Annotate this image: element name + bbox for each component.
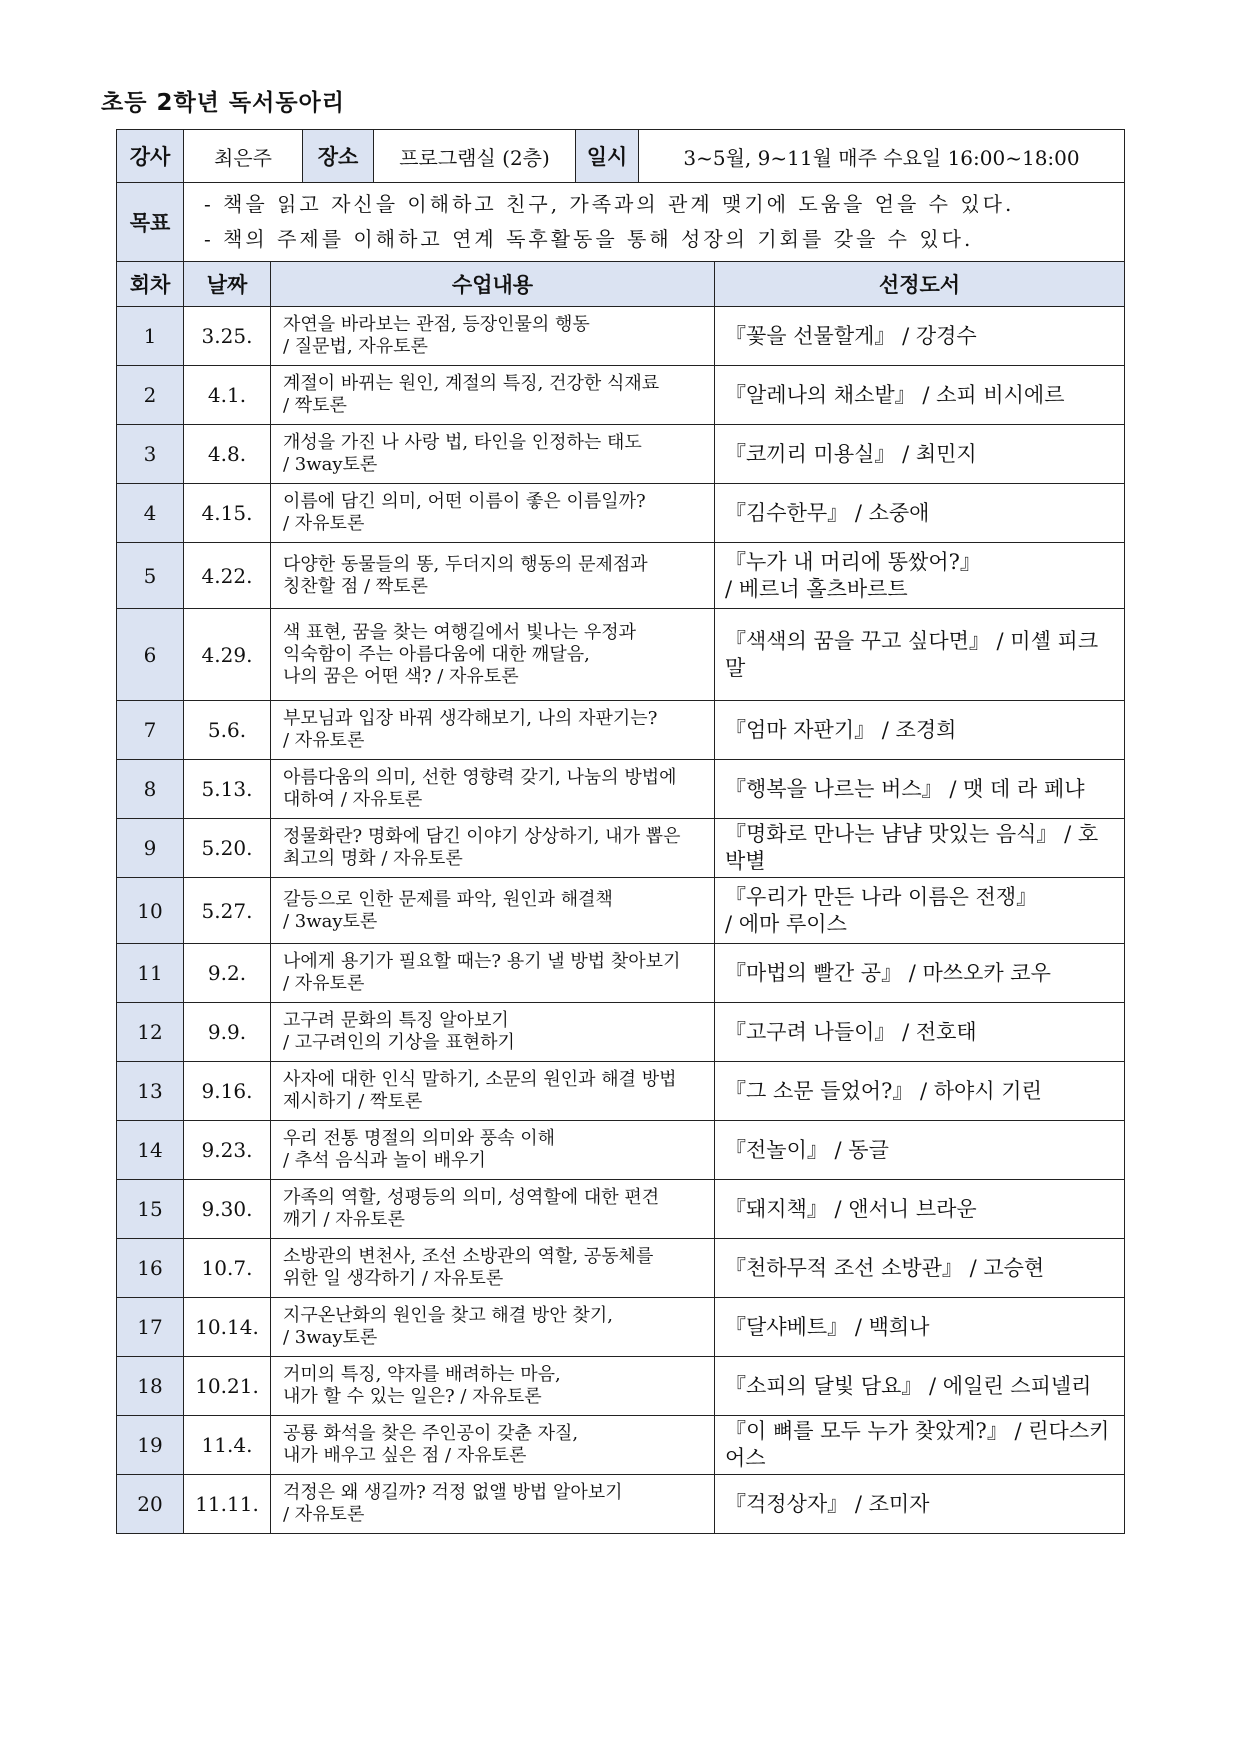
content-line: 아름다움의 의미, 선한 영향력 갖기, 나눔의 방법에 <box>283 767 677 788</box>
session-number: 16 <box>117 1239 184 1298</box>
content-line: 대하여 / 자유토론 <box>283 789 423 810</box>
book-line: 『엄마 자판기』 / 조경희 <box>725 717 957 742</box>
table-row <box>117 366 1125 425</box>
session-number: 4 <box>117 484 184 543</box>
table-row <box>117 307 1125 366</box>
session-number: 5 <box>117 543 184 609</box>
session-date: 4.22. <box>184 543 271 609</box>
session-date: 4.29. <box>184 609 271 701</box>
table-row <box>117 609 1125 701</box>
content-line: 우리 전통 명절의 의미와 풍속 이해 <box>283 1128 556 1149</box>
content-line: 계절이 바뀌는 원인, 계절의 특징, 건강한 식재료 <box>283 373 660 394</box>
content-line: / 짝토론 <box>283 395 347 416</box>
session-date: 3.25. <box>184 307 271 366</box>
selected-book <box>715 878 1125 944</box>
header-content: 수업내용 <box>271 262 715 307</box>
content-line: / 자유토론 <box>283 730 365 751</box>
session-date: 10.14. <box>184 1298 271 1357</box>
table-row <box>117 1062 1125 1121</box>
book-line: 『색색의 꿈을 꾸고 싶다면』 / 미셸 피크말 <box>725 628 1099 680</box>
book-line: 『꽃을 선물할게』 / 강경수 <box>725 323 977 348</box>
session-date: 10.21. <box>184 1357 271 1416</box>
session-date: 5.13. <box>184 760 271 819</box>
content-line: 고구려 문화의 특징 알아보기 <box>283 1010 509 1031</box>
content-line: 나에게 용기가 필요할 때는? 용기 낼 방법 찾아보기 <box>283 951 681 972</box>
content-line: 다양한 동물들의 똥, 두더지의 행동의 문제점과 <box>283 553 648 575</box>
content-line: 위한 일 생각하기 / 자유토론 <box>283 1268 504 1289</box>
session-date: 5.27. <box>184 878 271 944</box>
place-value: 프로그램실 (2층) <box>374 130 576 182</box>
content-line: 색 표현, 꿈을 찾는 여행길에서 빛나는 우정과 <box>283 621 637 643</box>
schedule-table <box>116 129 1125 1534</box>
content-line: 갈등으로 인한 문제를 파악, 원인과 해결책 <box>283 888 613 910</box>
session-number: 15 <box>117 1180 184 1239</box>
session-content <box>271 701 715 760</box>
content-line: / 추석 음식과 놀이 배우기 <box>283 1150 486 1171</box>
goal-label: 목표 <box>117 183 184 262</box>
book-line: 『돼지책』 / 앤서니 브라운 <box>725 1196 977 1221</box>
content-line: / 고구려인의 기상을 표현하기 <box>283 1032 515 1053</box>
content-line: 최고의 명화 / 자유토론 <box>283 848 463 869</box>
session-content <box>271 1298 715 1357</box>
content-line: 내가 할 수 있는 일은? / 자유토론 <box>283 1386 542 1407</box>
table-row <box>117 944 1125 1003</box>
table-row <box>117 1180 1125 1239</box>
content-line: 공룡 화석을 찾은 주인공이 갖춘 자질, <box>283 1423 579 1444</box>
session-date: 4.1. <box>184 366 271 425</box>
session-content <box>271 609 715 701</box>
session-number: 12 <box>117 1003 184 1062</box>
session-date: 9.2. <box>184 944 271 1003</box>
session-number: 17 <box>117 1298 184 1357</box>
selected-book <box>715 609 1125 701</box>
book-line: 『누가 내 머리에 똥쌌어?』 <box>725 549 981 574</box>
content-line: 부모님과 입장 바꿔 생각해보기, 나의 자판기는? <box>283 708 658 729</box>
session-content <box>271 425 715 484</box>
document-title: 초등 2학년 독서동아리 <box>101 90 345 116</box>
content-line: 깨기 / 자유토론 <box>283 1209 405 1230</box>
goal-row <box>117 183 1125 262</box>
content-line: / 자유토론 <box>283 513 365 534</box>
header-book: 선정도서 <box>715 262 1125 307</box>
content-line: 걱정은 왜 생길까? 걱정 없앨 방법 알아보기 <box>283 1482 623 1503</box>
session-content <box>271 1239 715 1298</box>
book-line: 『소피의 달빛 담요』 / 에일린 스피넬리 <box>725 1373 1092 1398</box>
content-line: 자연을 바라보는 관점, 등장인물의 행동 <box>283 314 590 335</box>
table-row <box>117 543 1125 609</box>
goal-line: - 책을 읽고 자신을 이해하고 친구, 가족과의 관계 맺기에 도움을 얻을 수 있다. <box>204 192 1015 216</box>
content-line: 개성을 가진 나 사랑 법, 타인을 인정하는 태도 <box>283 432 642 453</box>
session-number: 19 <box>117 1416 184 1475</box>
session-number: 11 <box>117 944 184 1003</box>
session-content <box>271 1357 715 1416</box>
book-line: 『코끼리 미용실』 / 최민지 <box>725 441 977 466</box>
content-line: 내가 배우고 싶은 점 / 자유토론 <box>283 1445 527 1466</box>
header-date: 날짜 <box>184 262 271 307</box>
session-number: 1 <box>117 307 184 366</box>
book-line: / 베르너 홀츠바르트 <box>725 576 908 601</box>
session-date: 9.30. <box>184 1180 271 1239</box>
table-row <box>117 701 1125 760</box>
header-session: 회차 <box>117 262 184 307</box>
session-date: 4.15. <box>184 484 271 543</box>
session-date: 11.4. <box>184 1416 271 1475</box>
selected-book <box>715 425 1125 484</box>
table-header-row <box>117 262 1125 307</box>
session-number: 13 <box>117 1062 184 1121</box>
content-line: / 3way토론 <box>283 1327 378 1348</box>
book-line: 『행복을 나르는 버스』 / 맷 데 라 페냐 <box>725 776 1085 801</box>
book-line: 『천하무적 조선 소방관』 / 고승현 <box>725 1255 1045 1280</box>
session-content <box>271 484 715 543</box>
table-row <box>117 878 1125 944</box>
session-content <box>271 878 715 944</box>
selected-book <box>715 1239 1125 1298</box>
content-line: 사자에 대한 인식 말하기, 소문의 원인과 해결 방법 <box>283 1069 677 1090</box>
session-content <box>271 543 715 609</box>
table-row <box>117 1298 1125 1357</box>
session-number: 7 <box>117 701 184 760</box>
selected-book <box>715 1003 1125 1062</box>
session-content <box>271 1180 715 1239</box>
session-date: 9.16. <box>184 1062 271 1121</box>
instructor-label: 강사 <box>117 130 184 183</box>
book-line: 『고구려 나들이』 / 전호태 <box>725 1019 977 1044</box>
selected-book <box>715 1475 1125 1534</box>
session-date: 9.9. <box>184 1003 271 1062</box>
session-number: 10 <box>117 878 184 944</box>
content-line: 가족의 역할, 성평등의 의미, 성역할에 대한 편견 <box>283 1187 660 1208</box>
selected-book <box>715 1062 1125 1121</box>
selected-book <box>715 1416 1125 1475</box>
table-row <box>117 1239 1125 1298</box>
session-date: 10.7. <box>184 1239 271 1298</box>
book-line: 『알레나의 채소밭』 / 소피 비시에르 <box>725 382 1065 407</box>
table-row <box>117 1003 1125 1062</box>
selected-book <box>715 543 1125 609</box>
session-date: 5.20. <box>184 819 271 878</box>
session-date: 9.23. <box>184 1121 271 1180</box>
session-number: 3 <box>117 425 184 484</box>
content-line: 제시하기 / 짝토론 <box>283 1091 423 1112</box>
session-content <box>271 1003 715 1062</box>
content-line: / 질문법, 자유토론 <box>283 336 428 357</box>
table-row <box>117 1475 1125 1534</box>
table-row <box>117 1357 1125 1416</box>
book-line: 『전놀이』 / 동글 <box>725 1137 889 1162</box>
content-line: / 3way토론 <box>283 454 378 475</box>
schedule-value: 3~5월, 9~11월 매주 수요일 16:00~18:00 <box>683 145 1080 170</box>
book-line: 『우리가 만든 나라 이름은 전쟁』 <box>725 884 1038 909</box>
content-line: 거미의 특징, 약자를 배려하는 마음, <box>283 1364 561 1385</box>
session-content <box>271 1121 715 1180</box>
instructor-name: 최은주 <box>184 130 303 182</box>
session-content <box>271 307 715 366</box>
book-line: 『이 뼈를 모두 누가 찾았게?』 / 린다스키어스 <box>725 1419 1110 1470</box>
book-line: / 에마 루이스 <box>725 911 847 936</box>
selected-book <box>715 1298 1125 1357</box>
book-line: 『걱정상자』 / 조미자 <box>725 1491 930 1516</box>
session-number: 18 <box>117 1357 184 1416</box>
session-content <box>271 366 715 425</box>
content-line: / 3way토론 <box>283 910 378 932</box>
content-line: 나의 꿈은 어떤 색? / 자유토론 <box>283 665 519 687</box>
content-line: 지구온난화의 원인을 찾고 해결 방안 찾기, <box>283 1305 613 1326</box>
table-row <box>117 484 1125 543</box>
session-number: 6 <box>117 609 184 701</box>
selected-book <box>715 1121 1125 1180</box>
selected-book <box>715 366 1125 425</box>
book-line: 『달샤베트』 / 백희나 <box>725 1314 930 1339</box>
session-content <box>271 760 715 819</box>
session-date: 4.8. <box>184 425 271 484</box>
session-date: 5.6. <box>184 701 271 760</box>
selected-book <box>715 944 1125 1003</box>
book-line: 『김수한무』 / 소중애 <box>725 500 930 525</box>
place-label: 장소 <box>303 130 374 182</box>
table-row <box>117 1416 1125 1475</box>
session-content <box>271 819 715 878</box>
session-content <box>271 944 715 1003</box>
content-line: 정물화란? 명화에 담긴 이야기 상상하기, 내가 뽑은 <box>283 826 681 847</box>
session-number: 8 <box>117 760 184 819</box>
selected-book <box>715 1357 1125 1416</box>
info-row <box>117 130 1125 183</box>
book-line: 『그 소문 들었어?』 / 하야시 기린 <box>725 1078 1042 1103</box>
session-content <box>271 1416 715 1475</box>
selected-book <box>715 484 1125 543</box>
session-content <box>271 1062 715 1121</box>
selected-book <box>715 819 1125 878</box>
selected-book <box>715 760 1125 819</box>
session-date: 11.11. <box>184 1475 271 1534</box>
goal-line: - 책의 주제를 이해하고 연계 독후활동을 통해 성장의 기회를 갖을 수 있다. <box>204 227 974 251</box>
session-number: 14 <box>117 1121 184 1180</box>
schedule-label: 일시 <box>576 130 639 182</box>
content-line: / 자유토론 <box>283 1504 365 1525</box>
content-line: 소방관의 변천사, 조선 소방관의 역할, 공동체를 <box>283 1246 654 1267</box>
table-row <box>117 1121 1125 1180</box>
selected-book <box>715 701 1125 760</box>
table-row <box>117 425 1125 484</box>
table-row <box>117 819 1125 878</box>
session-content <box>271 1475 715 1534</box>
content-line: 이름에 담긴 의미, 어떤 이름이 좋은 이름일까? <box>283 491 646 512</box>
session-number: 2 <box>117 366 184 425</box>
content-line: / 자유토론 <box>283 973 365 994</box>
session-number: 20 <box>117 1475 184 1534</box>
content-line: 익숙함이 주는 아름다움에 대한 깨달음, <box>283 643 590 665</box>
session-number: 9 <box>117 819 184 878</box>
selected-book <box>715 307 1125 366</box>
book-line: 『마법의 빨간 공』 / 마쓰오카 코우 <box>725 960 1051 985</box>
table-row <box>117 760 1125 819</box>
selected-book <box>715 1180 1125 1239</box>
content-line: 칭찬할 점 / 짝토론 <box>283 575 428 597</box>
book-line: 『명화로 만나는 냠냠 맛있는 음식』 / 호박별 <box>725 822 1099 873</box>
